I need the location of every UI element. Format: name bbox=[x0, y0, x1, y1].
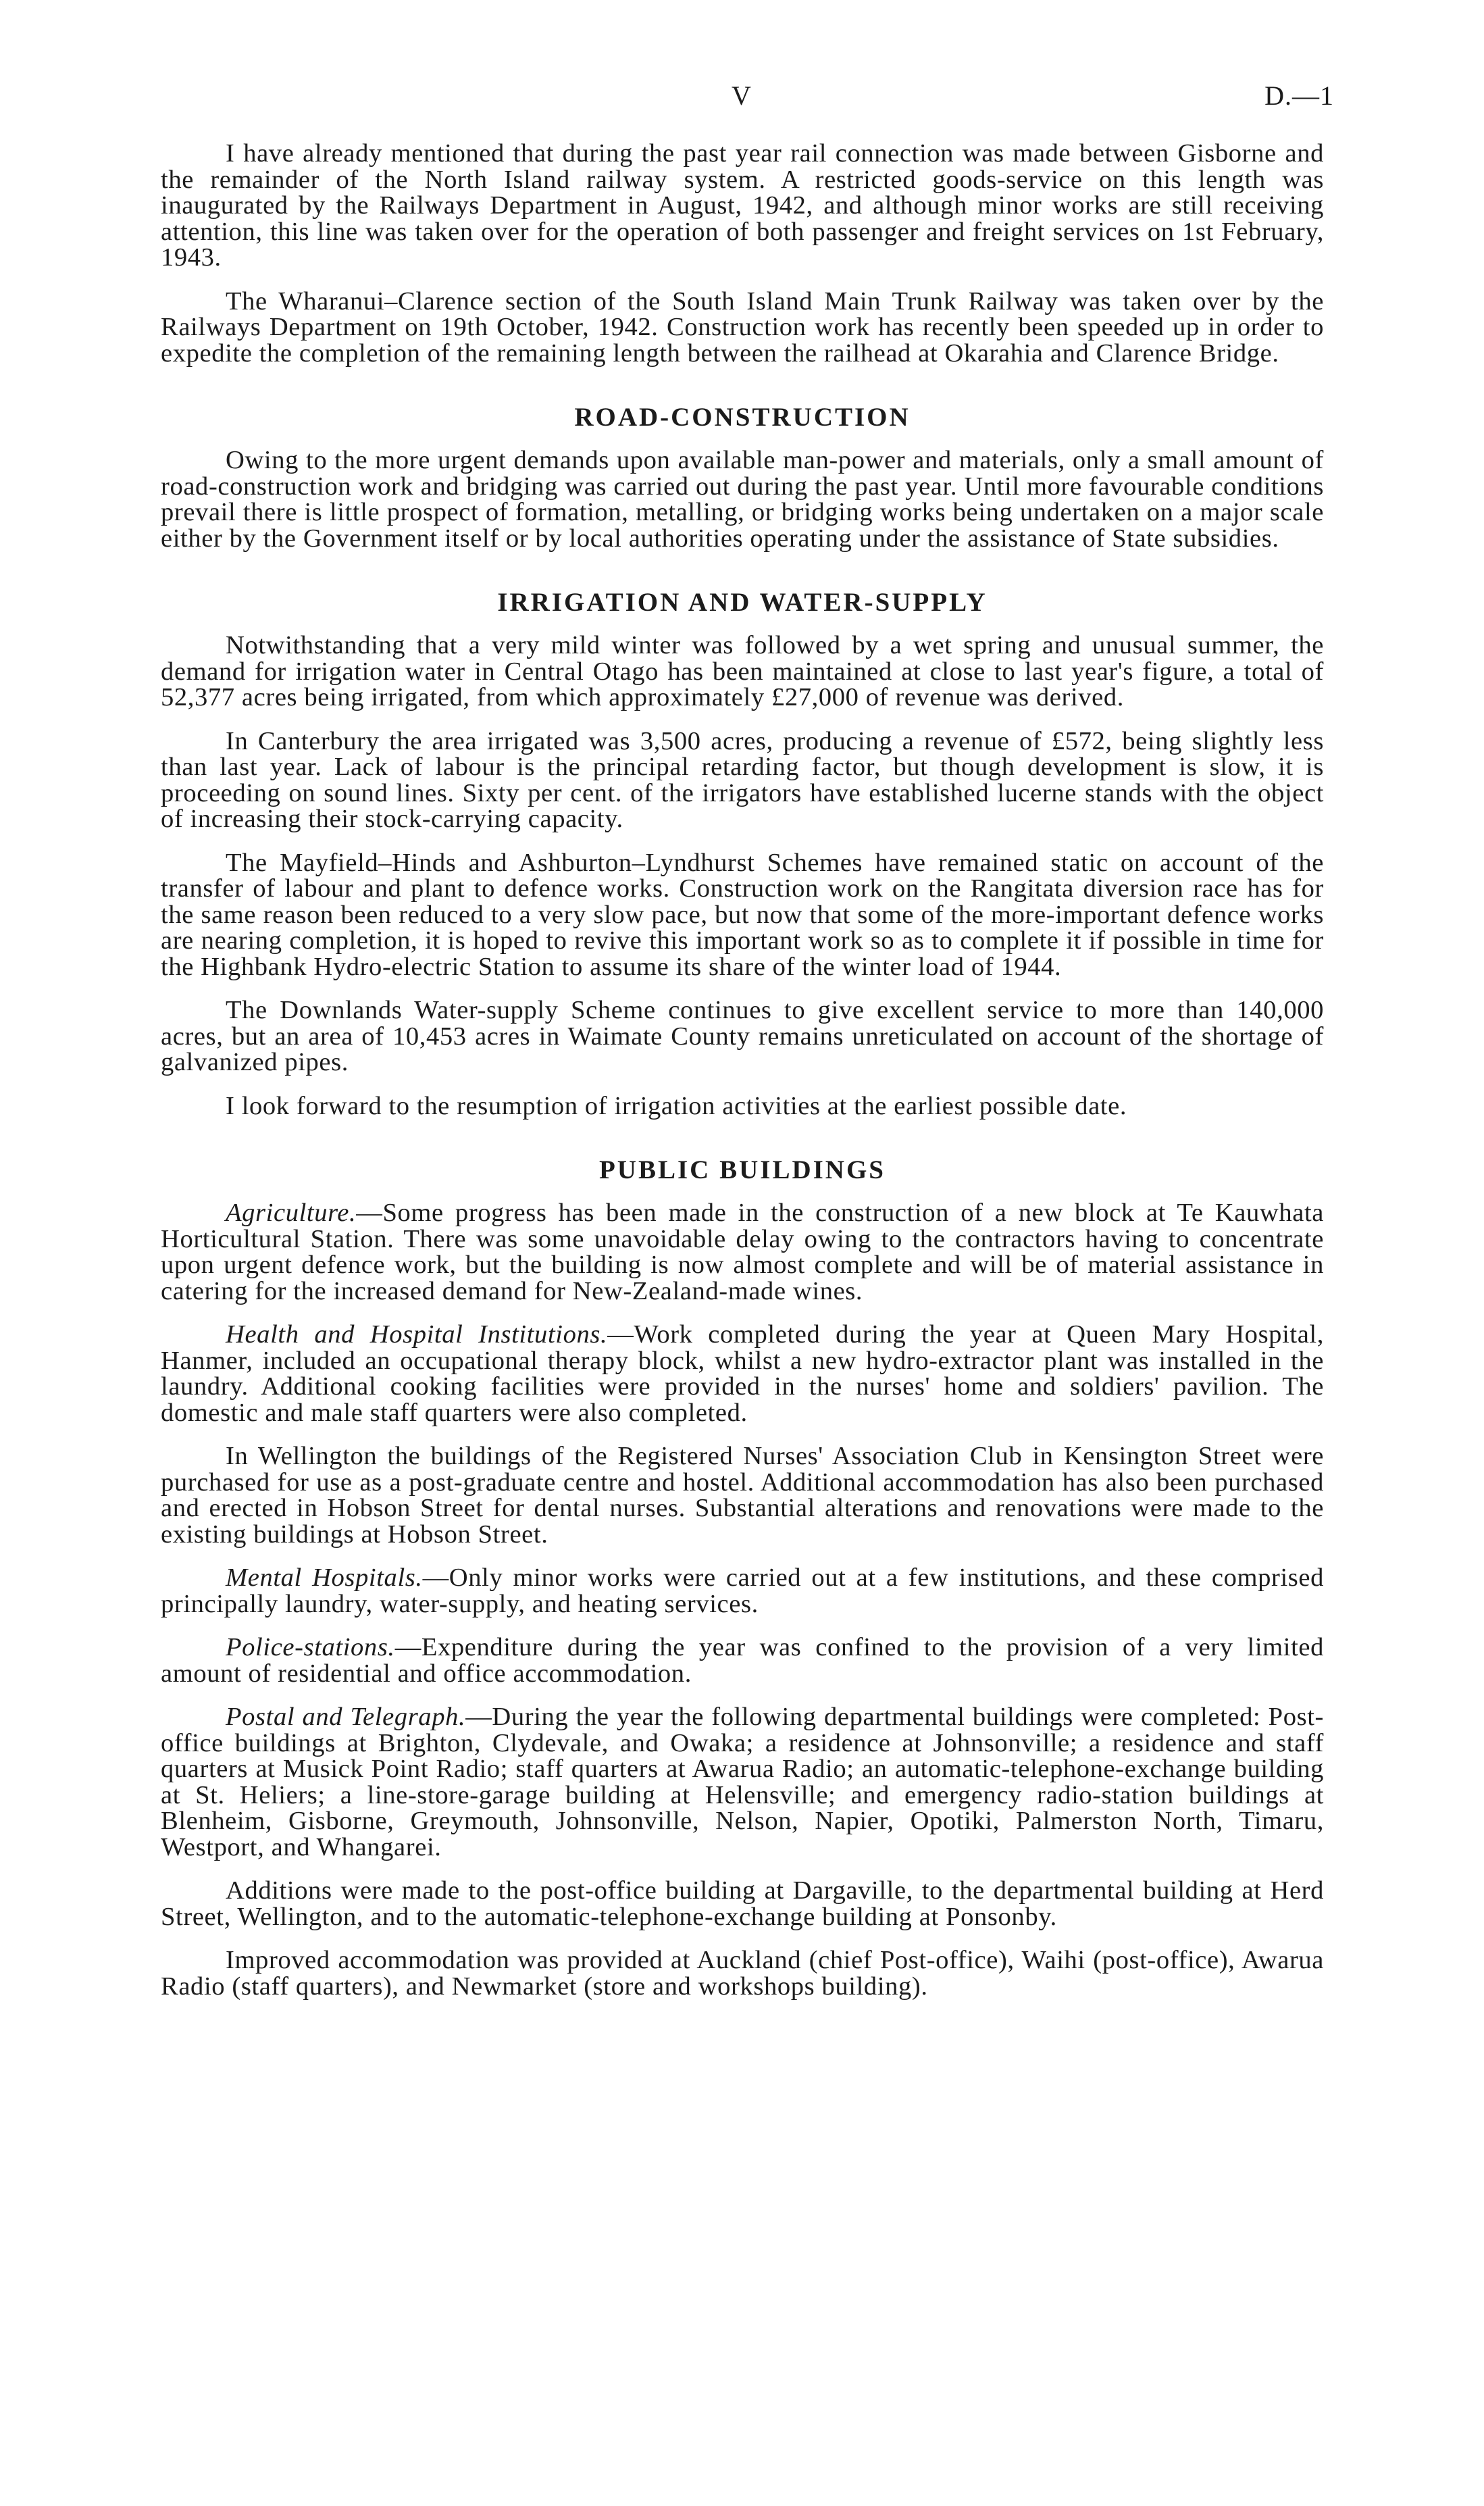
paragraph-police-stations bbox=[161, 1634, 1324, 1686]
lead-health: Health and Hospital Institutions. bbox=[226, 1320, 608, 1349]
paragraph-additions: Additions were made to the post-office building at Dargaville, to the departmental building at Herd Street, Wellington, and to the automatic-telephone-exchange building at Ponsonby. bbox=[161, 1876, 1324, 1931]
text-agriculture: —Some progress has been made in the construction of a new block at Te Kauwhata Horticultural Station. There was some unavoidable delay owing to the contractors having to concentrate upon urgent defence work, but the building is now almost complete and will be of material assistance in catering for the increased demand for New-Zealand-made wines. bbox=[161, 1199, 1324, 1305]
heading-public-buildings: PUBLIC BUILDINGS bbox=[598, 1155, 886, 1184]
paragraph-road-construction: Owing to the more urgent demands upon available man-power and materials, only a small amount of road-construction work and bridging was carried out during the past year. Until more favourable conditions prevail there is little prospect of formation, metalling, or bridging works being undertaken on a major scale either by the Government itself or by local authorities operating under the assistance of State subsidies. bbox=[161, 446, 1324, 553]
page-number: V bbox=[732, 80, 752, 111]
body-text bbox=[161, 141, 1324, 2017]
text-postal: —During the year the following departmental buildings were completed: Post-office buildings at Brighton, Clydevale, and Owaka; a residence at Johnsonville; a residence and staff quarters at Musick Point Radio; staff quarters at Awarua Radio; an automatic-telephone-exchange building at St. Heliers; a line-store-garage building at Helensville; and emergency radio-station buildings at Blenheim, Gisborne, Greymouth, Johnsonville, Nelson, Napier, Opotiki, Palmerston North, Timaru, Westport, and Whangarei. bbox=[161, 1703, 1324, 1861]
text-police: —Expenditure during the year was confined to the provision of a very limited amount of residential and office accommodation. bbox=[161, 1633, 1324, 1688]
paragraph-wellington: In Wellington the buildings of the Registered Nurses' Association Club in Kensington Street were purchased for use as a post-graduate centre and hostel. Additional accommodation has also been purchased and erected in Hobson Street for dental nurses. Substantial alterations and renovations were made to the existing buildings at Hobson Street. bbox=[161, 1442, 1324, 1549]
lead-mental: Mental Hospitals. bbox=[226, 1563, 423, 1592]
paragraph-improved-accommodation: Improved accommodation was provided at Auckland (chief Post-office), Waihi (post-office), Awarua Radio (staff quarters), and Newmarket (store and workshops building). bbox=[161, 1946, 1324, 2001]
paragraph-agriculture bbox=[161, 1200, 1324, 1304]
heading-road-construction: ROAD-CONSTRUCTION bbox=[574, 403, 911, 432]
paragraph-mental-hospitals bbox=[161, 1565, 1324, 1617]
report-reference: D.—1 bbox=[1264, 80, 1334, 111]
lead-agriculture: Agriculture. bbox=[226, 1199, 357, 1227]
paragraph-resumption: I look forward to the resumption of irrigation activities at the earliest possible date. bbox=[226, 1091, 1127, 1120]
paragraph-downlands: The Downlands Water-supply Scheme continues to give excellent service to more than 140,000 acres, but an area of 10,453 acres in Waimate County remains unreticulated on account of the shortage of galvanized pipes. bbox=[161, 996, 1324, 1076]
paragraph-central-otago: Notwithstanding that a very mild winter was followed by a wet spring and unusual summer, the demand for irrigation water in Central Otago has been maintained at close to last year's figure, a total of 52,377 acres being irrigated, from which approximately £27,000 of revenue was derived. bbox=[161, 631, 1324, 711]
heading-irrigation: IRRIGATION AND WATER-SUPPLY bbox=[497, 588, 988, 617]
text-health: —Work completed during the year at Queen Mary Hospital, Hanmer, included an occupational therapy block, whilst a new hydro-extractor plant was installed in the laundry. Additional cooking facilities were provided in the nurses' home and soldiers' pavilion. The domestic and male staff quarters were also completed. bbox=[161, 1320, 1324, 1427]
lead-police: Police-stations. bbox=[226, 1633, 395, 1661]
paragraph-gisborne-rail: I have already mentioned that during the past year rail connection was made between Gisborne and the remainder of the North Island railway system. A restricted goods-service on this length was inaugurated by the Railways Department in August, 1942, and although minor works are still receiving attention, this line was taken over for the operation of both passenger and freight services on 1st February, 1943. bbox=[161, 139, 1324, 272]
paragraph-mayfield-hinds: The Mayfield–Hinds and Ashburton–Lyndhurst Schemes have remained static on account of the transfer of labour and plant to defence works. Construction work on the Rangitata diversion race has for the same reason been reduced to a very slow pace, but now that some of the more-important defence works are nearing completion, it is hoped to revive this important work so as to complete it if possible in time for the Highbank Hydro-electric Station to assume its share of the winter load of 1944. bbox=[161, 848, 1324, 981]
paragraph-health bbox=[161, 1322, 1324, 1426]
paragraph-postal-telegraph bbox=[161, 1704, 1324, 1860]
lead-postal: Postal and Telegraph. bbox=[226, 1703, 466, 1731]
text-mental: —Only minor works were carried out at a few institutions, and these comprised principally laundry, water-supply, and heating services. bbox=[161, 1563, 1325, 1618]
paragraph-canterbury: In Canterbury the area irrigated was 3,500 acres, producing a revenue of £572, being slightly less than last year. Lack of labour is the principal retarding factor, but though development is slow, it is proceeding on sound lines. Sixty per cent. of the irrigators have established lucerne stands with the object of increasing their stock-carrying capacity. bbox=[161, 726, 1324, 833]
paragraph-wharanui-clarence: The Wharanui–Clarence section of the South Island Main Trunk Railway was taken over by the Railways Department on 19th October, 1942. Construction work has recently been speeded up in order to expedite the completion of the remaining length between the railhead at Okarahia and Clarence Bridge. bbox=[161, 286, 1324, 368]
